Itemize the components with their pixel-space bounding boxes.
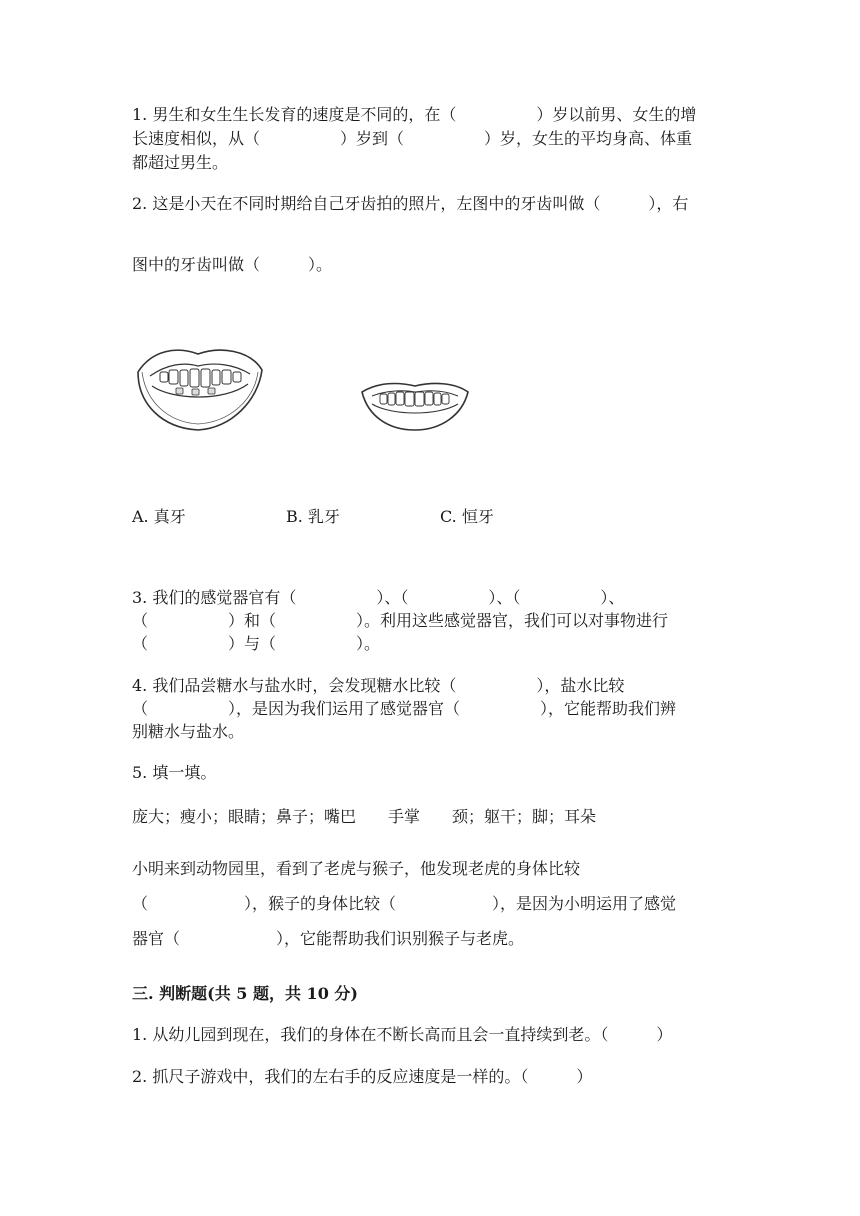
q1-line-1: 1. 男生和女生生长发育的速度是不同的，在（ ）岁以前男、女生的增 xyxy=(132,105,697,124)
q5-line-1: 小明来到动物园里，看到了老虎与猴子，他发现老虎的身体比较 xyxy=(132,859,581,878)
q3-line-2: （ ）和（ ）。利用这些感觉器官，我们可以对事物进行 xyxy=(132,611,669,630)
q5-title: 5. 填一填。 xyxy=(132,763,217,782)
q3-line-1: 3. 我们的感觉器官有（ ）、（ ）、（ ）、 xyxy=(132,588,625,607)
q1-line-2: 长速度相似，从（ ）岁到（ ）岁，女生的平均身高、体重 xyxy=(132,129,693,148)
q2-line-1: 2. 这是小天在不同时期给自己牙齿拍的照片，左图中的牙齿叫做（ ），右 xyxy=(132,194,689,213)
q4-line-1: 4. 我们品尝糖水与盐水时，会发现糖水比较（ ），盐水比较 xyxy=(132,676,625,695)
q2-option-a: A. 真牙 xyxy=(132,507,186,526)
q2-option-b: B. 乳牙 xyxy=(286,507,340,526)
q4-line-2: （ ），是因为我们运用了感觉器官（ ），它能帮助我们辨 xyxy=(132,699,677,718)
judgment-item-2: 2. 抓尺子游戏中，我们的左右手的反应速度是一样的。（ ） xyxy=(132,1067,593,1086)
q2-line-2: 图中的牙齿叫做（ ）。 xyxy=(132,255,333,274)
q5-word-bank: 庞大；瘦小；眼睛；鼻子；嘴巴 手掌 颈；躯干；脚；耳朵 xyxy=(132,807,597,826)
q2-option-c: C. 恒牙 xyxy=(440,507,494,526)
baby-teeth-mouth-image xyxy=(132,342,266,434)
q1-line-3: 都超过男生。 xyxy=(132,153,229,172)
q3-line-3: （ ）与（ ）。 xyxy=(132,634,381,653)
q5-line-2: （ ），猴子的身体比较（ ），是因为小明运用了感觉 xyxy=(132,894,677,913)
section-3-heading: 三. 判断题(共 5 题，共 10 分) xyxy=(132,984,358,1003)
q5-line-3: 器官（ ），它能帮助我们识别猴子与老虎。 xyxy=(132,929,525,948)
q4-line-3: 别糖水与盐水。 xyxy=(132,722,245,741)
judgment-item-1: 1. 从幼儿园到现在，我们的身体在不断长高而且会一直持续到老。（ ） xyxy=(132,1025,673,1044)
permanent-teeth-mouth-image xyxy=(358,376,472,434)
